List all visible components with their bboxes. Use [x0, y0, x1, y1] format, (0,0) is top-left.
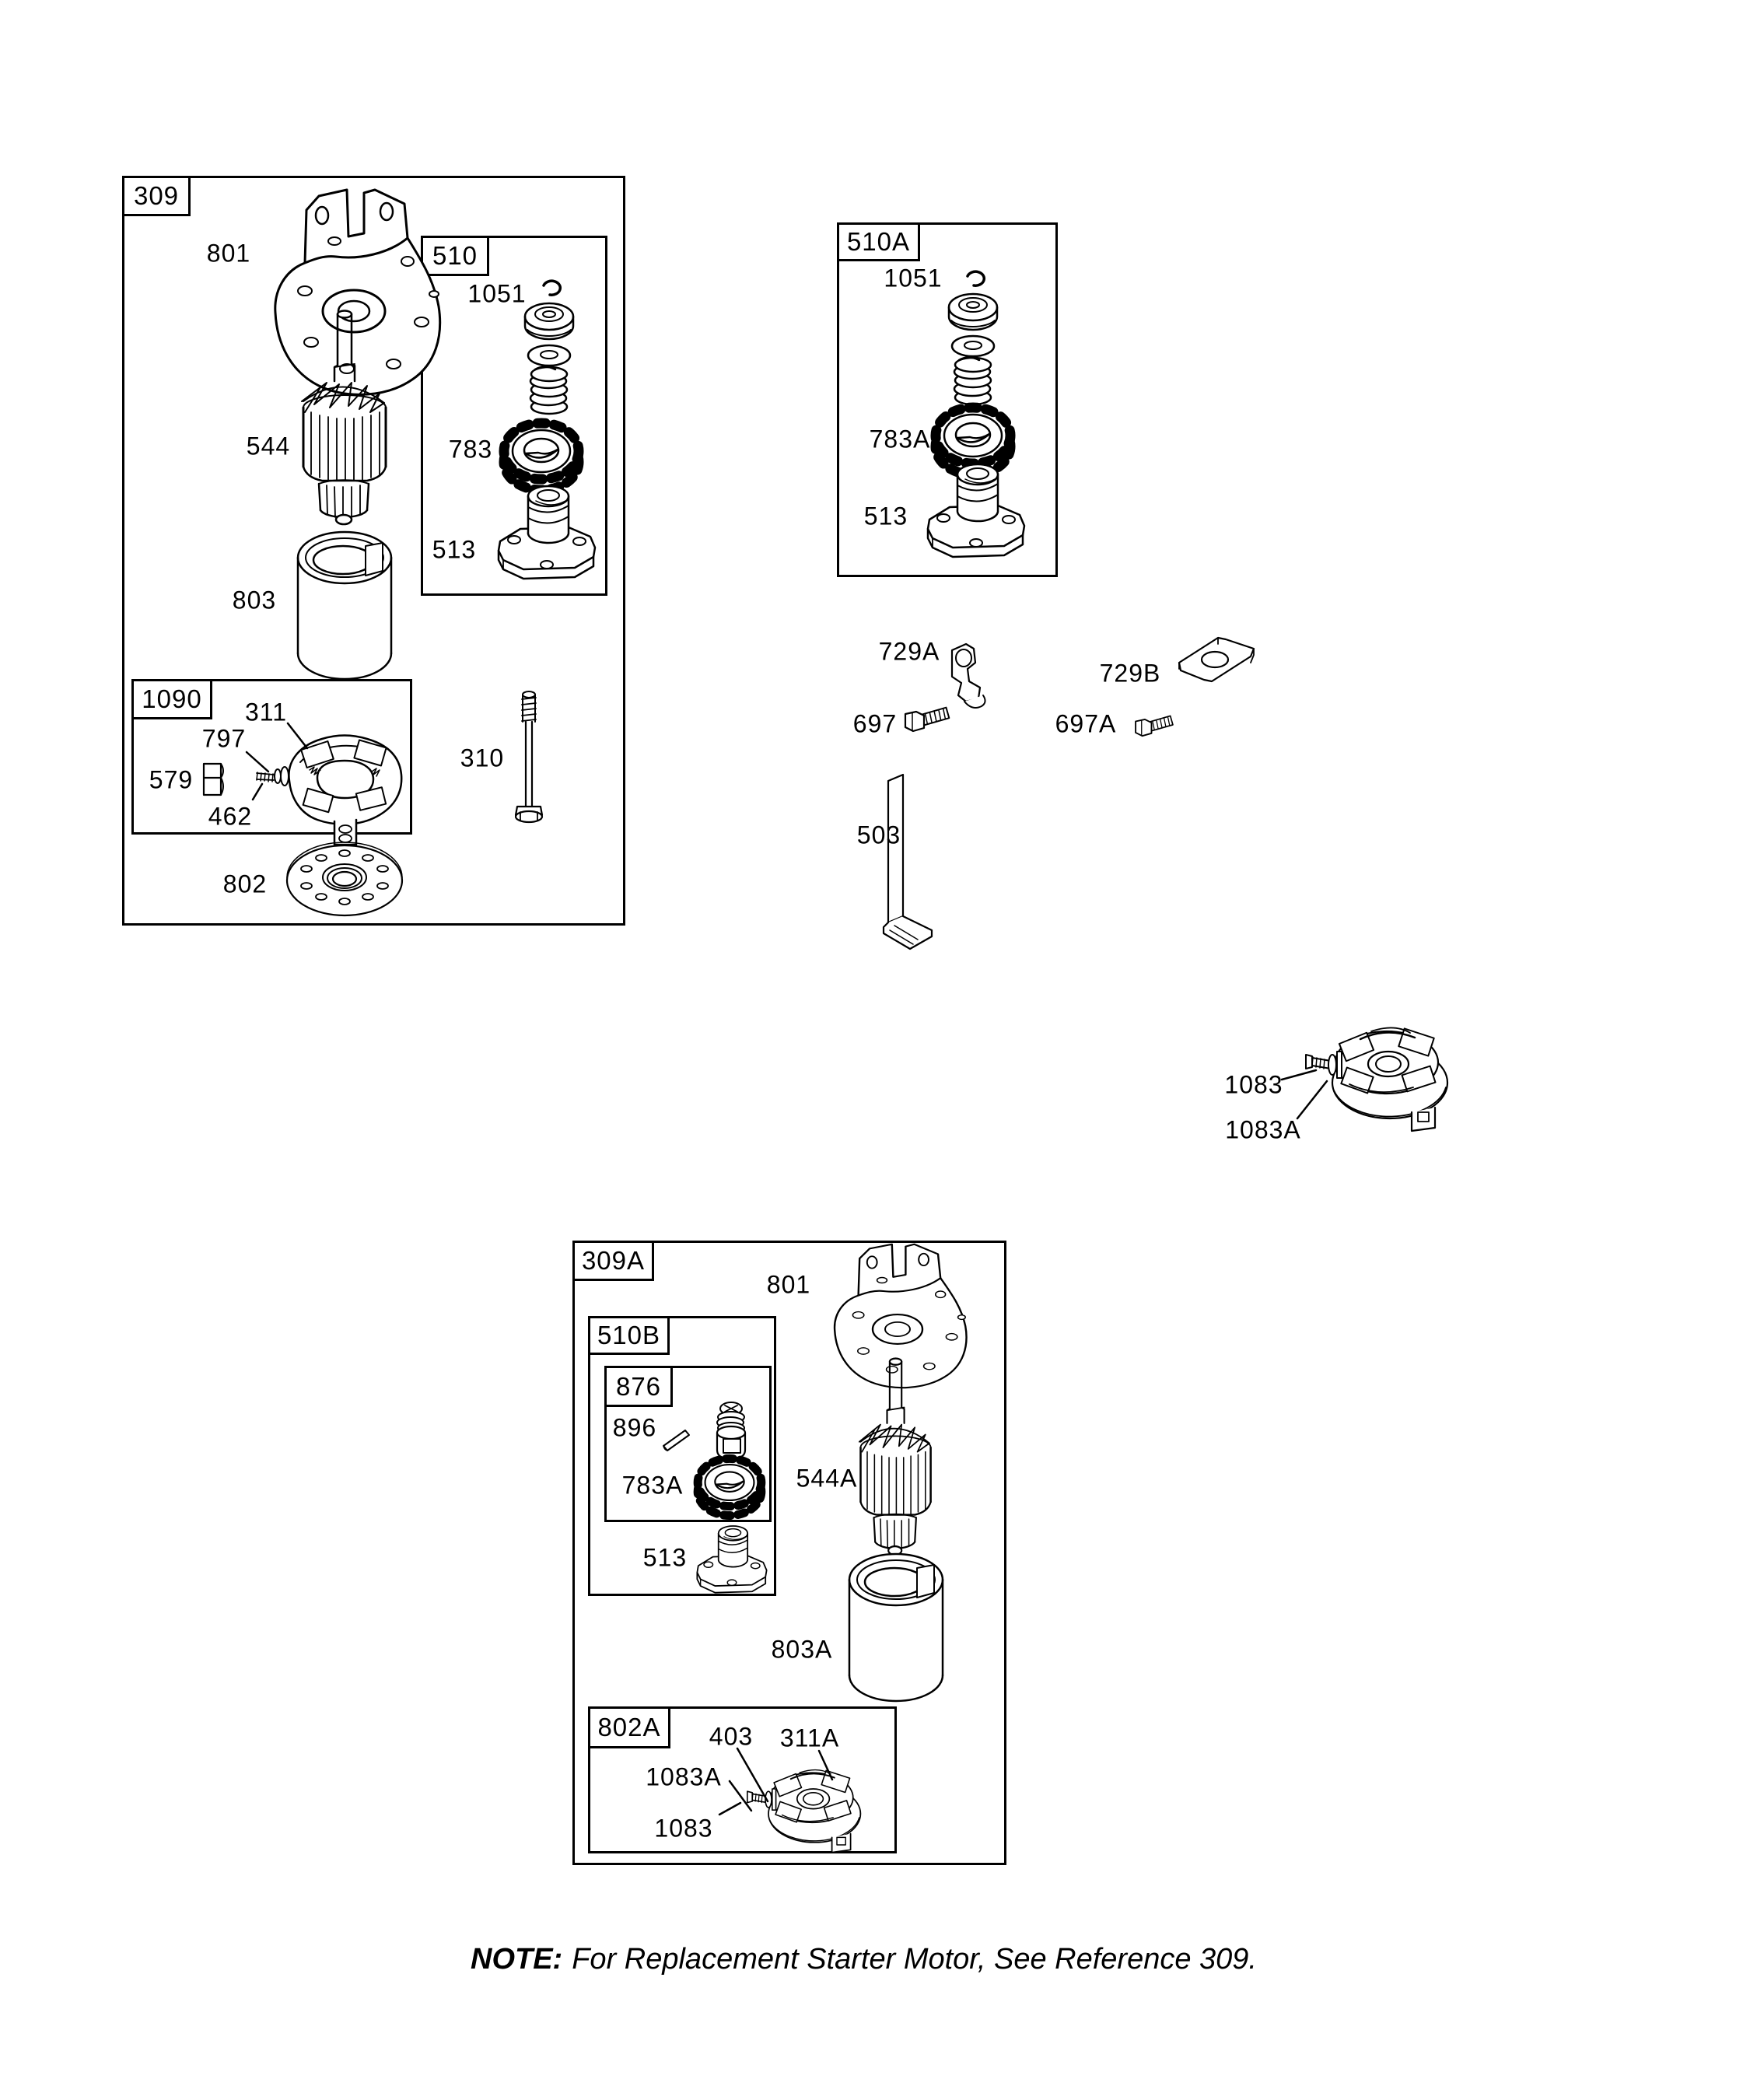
part-label-801-309A: 801 [766, 1270, 811, 1299]
pinion-stack-510A-drawing [949, 271, 997, 404]
part-label-896: 896 [612, 1413, 657, 1442]
part-label-783: 783 [448, 435, 493, 464]
part-label-544A: 544A [796, 1464, 858, 1493]
part-label-803: 803 [232, 586, 277, 614]
clutch-513-drawing [499, 486, 595, 579]
clutch-513-510B-drawing [697, 1526, 766, 1593]
part-label-513-510A: 513 [863, 502, 908, 530]
clutch-513-510A-drawing [928, 464, 1024, 557]
part-label-802: 802 [222, 870, 268, 898]
part-label-1051: 1051 [467, 279, 527, 308]
part-label-310: 310 [460, 744, 505, 772]
ref-box-876-label: 876 [615, 1371, 662, 1401]
ref-box-1090-label: 1090 [142, 684, 202, 713]
part-label-311A: 311A [779, 1724, 840, 1752]
part-label-729A: 729A [878, 637, 940, 666]
part-label-1051-510A: 1051 [884, 264, 943, 292]
pinion-stack-510-drawing [525, 281, 573, 414]
part-label-513: 513 [432, 535, 477, 564]
note-body: For Replacement Starter Motor, See Reference 309. [572, 1943, 1257, 1976]
part-label-579: 579 [149, 765, 194, 794]
part-label-783A-510A: 783A [869, 425, 931, 453]
guard-503-drawing [884, 775, 932, 949]
part-label-801: 801 [206, 239, 251, 268]
ref-box-510B-label: 510B [597, 1321, 661, 1349]
starter-housing-803-drawing [298, 532, 391, 679]
mounting-bracket-801-drawing [275, 190, 440, 394]
part-label-1083-802A: 1083 [654, 1814, 713, 1843]
pinion-gear-783A-876-drawing [698, 1458, 761, 1515]
pinion-gear-783-drawing [504, 423, 579, 490]
brush-assembly-1083-drawing [1306, 1027, 1447, 1131]
part-label-544: 544 [246, 432, 291, 460]
part-label-729B: 729B [1099, 659, 1161, 688]
starter-housing-803A-drawing [849, 1554, 943, 1701]
ref-box-802A-label: 802A [597, 1713, 661, 1741]
note-prefix: NOTE: [471, 1943, 563, 1976]
drive-screw-876-drawing [717, 1402, 745, 1458]
part-label-783A-876: 783A [621, 1471, 684, 1500]
part-label-803A: 803A [771, 1635, 833, 1664]
ref-box-510A-label: 510A [846, 227, 911, 256]
ref-box-309A-label: 309A [581, 1246, 646, 1275]
ref-box-309-label: 309 [133, 181, 180, 210]
part-label-1083: 1083 [1224, 1070, 1283, 1099]
retainer-plate-729B-drawing [1179, 638, 1254, 681]
part-label-311: 311 [244, 698, 288, 726]
part-label-513-510B: 513 [642, 1543, 688, 1572]
part-label-697A: 697A [1055, 709, 1117, 738]
mounting-bracket-801A-drawing [835, 1244, 966, 1388]
brush-pair-579-drawing [204, 764, 223, 795]
end-plate-802-drawing [287, 842, 402, 915]
ref-box-510-label: 510 [432, 241, 478, 270]
brush-assembly-802A-drawing [747, 1770, 861, 1853]
screw-697-drawing [905, 708, 949, 731]
part-label-503: 503 [856, 821, 901, 849]
part-label-1083A: 1083A [1225, 1115, 1301, 1144]
replacement-note [471, 1943, 1257, 1976]
part-label-697: 697 [852, 709, 898, 738]
part-label-462: 462 [208, 802, 253, 831]
screw-697A-drawing [1136, 716, 1173, 736]
through-bolt-310-drawing [516, 691, 542, 822]
roll-pin-896-drawing [663, 1430, 689, 1451]
part-label-797: 797 [201, 724, 247, 753]
brush-holder-311-drawing [257, 736, 401, 845]
part-label-403: 403 [709, 1722, 754, 1751]
lock-bracket-729A-drawing [952, 644, 985, 708]
part-label-1083A-802A: 1083A [646, 1762, 722, 1791]
